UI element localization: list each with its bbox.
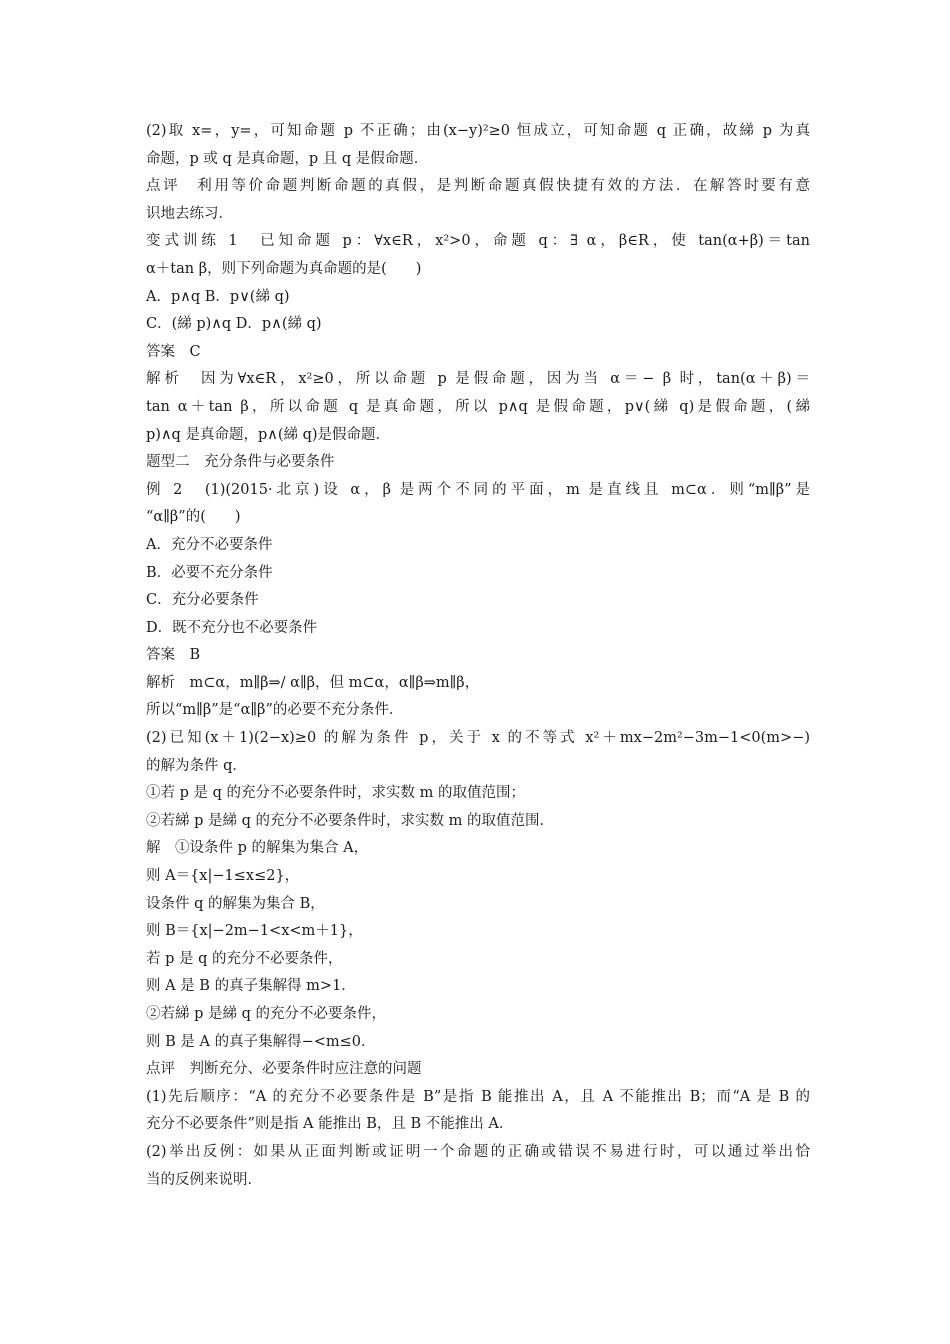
text-line: 解析 m⊂α，m∥β⇒/ α∥β，但 m⊂α，α∥β⇒m∥β， — [146, 674, 480, 691]
text-line: α＋tan β，则下列命题为真命题的是( ) — [146, 260, 422, 277]
text-line: ①若 p 是 q 的充分不必要条件时，求实数 m 的取值范围； — [146, 785, 525, 802]
text-line: 设条件 q 的解集为集合 B， — [146, 895, 325, 912]
text-line: 点评 判断充分、必要条件时应注意的问题 — [146, 1061, 422, 1078]
text-line: 命题，p 或 q 是真命题，p 且 q 是假命题． — [146, 150, 429, 167]
text-line: 则 B＝{x|−2m−1<x<m＋1}， — [146, 923, 363, 940]
text-line: ②若綈 p 是綈 q 的充分不必要条件时，求实数 m 的取值范围． — [146, 812, 554, 829]
text-line: A．p∧q B．p∨(綈 q) — [146, 288, 290, 305]
text-line: 当的反例来说明． — [146, 1171, 262, 1188]
text-line: 解析 因为∀x∈R，x²≥0，所以命题 p 是假命题，因为当 α＝− β 时，tan(α＋β)＝ — [146, 371, 810, 388]
text-line: 识地去练习． — [146, 205, 233, 222]
text-line: tan α＋tan β，所以命题 q 是真命题，所以 p∧q 是假命题，p∨(綈 q)是假命题，(綈 — [146, 398, 810, 415]
text-line: B．必要不充分条件 — [146, 564, 273, 581]
text-line: 解 ①设条件 p 的解集为集合 A， — [146, 840, 369, 857]
document-body — [146, 118, 810, 1194]
text-line: 的解为条件 q． — [146, 757, 247, 774]
text-line: 答案 B — [146, 647, 201, 664]
text-line: 则 A 是 B 的真子集解得 m>1． — [146, 978, 356, 995]
text-line: (2)已知(x＋1)(2−x)≥0 的解为条件 p，关于 x 的不等式 x²＋mx−2m²−3m−1<0(m>−) — [146, 730, 810, 747]
text-line: 点评 利用等价命题判断命题的真假，是判断命题真假快捷有效的方法．在解答时要有意 — [146, 178, 810, 195]
text-line: ②若綈 p 是綈 q 的充分不必要条件， — [146, 1006, 386, 1022]
text-line: 若 p 是 q 的充分不必要条件， — [146, 950, 343, 967]
text-line: A．充分不必要条件 — [146, 536, 273, 553]
text-line: C．(綈 p)∧q D．p∧(綈 q) — [146, 316, 322, 333]
text-line: 则 B 是 A 的真子集解得−<m≤0． — [146, 1033, 376, 1050]
text-line: 充分不必要条件”则是指 A 能推出 B，且 B 不能推出 A． — [146, 1116, 514, 1133]
text-line: 所以“m∥β”是“α∥β”的必要不充分条件． — [146, 702, 404, 719]
text-line: (2)取 x=，y=，可知命题 p 不正确；由(x−y)²≥0 恒成立，可知命题 q 正确，故綈 p 为真 — [146, 123, 810, 139]
text-line: D．既不充分也不必要条件 — [146, 619, 318, 636]
text-line: 例 2 (1)(2015·北京)设 α，β 是两个不同的平面，m 是直线且 m⊂α．则“m∥β”是 — [146, 481, 810, 498]
text-line: 则 A＝{x|−1≤x≤2}， — [146, 868, 300, 885]
text-line: (1)先后顺序：“A 的充分不必要条件是 B”是指 B 能推出 A，且 A 不能推出 B；而“A 是 B 的 — [146, 1088, 810, 1105]
text-line: C．充分必要条件 — [146, 592, 259, 609]
text-line: 题型二 充分条件与必要条件 — [146, 454, 335, 471]
text-line: (2)举出反例：如果从正面判断或证明一个命题的正确或错误不易进行时，可以通过举出恰 — [146, 1143, 810, 1160]
text-line: “α∥β”的( ) — [146, 509, 241, 526]
text-line: p)∧q 是真命题，p∧(綈 q)是假命题． — [146, 426, 391, 443]
text-line: 变式训练 1 已知命题 p：∀x∈R，x²>0，命题 q：∃ α，β∈R，使 tan(α+β)＝tan — [146, 233, 810, 250]
text-line: 答案 C — [146, 343, 201, 360]
